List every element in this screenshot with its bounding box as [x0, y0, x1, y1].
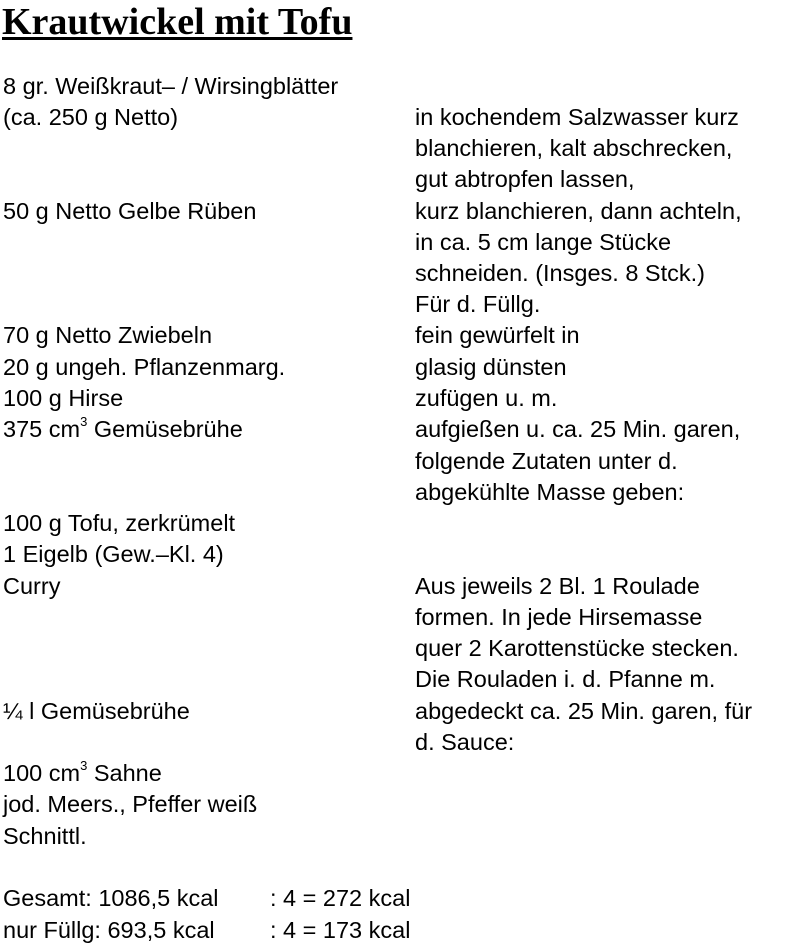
- calorie-filling-per-portion: : 4 = 173 kcal: [270, 917, 411, 943]
- instruction: d. Sauce:: [415, 729, 515, 755]
- ingredient: 100 g Tofu, zerkrümelt: [3, 510, 236, 536]
- recipe-title: Krautwickel mit Tofu: [2, 1, 353, 43]
- instruction: aufgießen u. ca. 25 Min. garen,: [415, 416, 741, 442]
- ingredient: jod. Meers., Pfeffer weiß: [3, 791, 258, 817]
- instruction: Aus jeweils 2 Bl. 1 Roulade: [415, 573, 700, 599]
- ingredient: 50 g Netto Gelbe Rüben: [3, 198, 257, 224]
- instruction: kurz blanchieren, dann achteln,: [415, 198, 742, 224]
- superscript: 3: [80, 758, 88, 774]
- instruction: folgende Zutaten unter d.: [415, 448, 678, 474]
- instruction: Für d. Füllg.: [415, 291, 541, 317]
- recipe-line: [0, 102, 800, 133]
- ingredient: 100 g Hirse: [3, 385, 124, 411]
- ingredient: [3, 414, 243, 445]
- instruction: abgekühlte Masse geben:: [415, 479, 685, 505]
- calorie-total: Gesamt: 1086,5 kcal: [3, 885, 219, 911]
- calorie-filling-total: nur Füllg: 693,5 kcal: [3, 917, 215, 943]
- recipe-line: [0, 758, 800, 789]
- ingredient: Schnittl.: [3, 823, 87, 849]
- recipe-line: [0, 602, 800, 633]
- recipe-line: [0, 289, 800, 320]
- instruction: in ca. 5 cm lange Stücke: [415, 229, 672, 255]
- recipe-line: [0, 571, 800, 602]
- recipe-line: [0, 383, 800, 414]
- superscript: 3: [80, 414, 88, 430]
- ingredient-text: 100 cm: [3, 760, 81, 786]
- recipe-line: [0, 508, 800, 539]
- ingredient: ¼ l Gemüsebrühe: [3, 698, 190, 724]
- recipe-line: [0, 196, 800, 227]
- instruction: formen. In jede Hirsemasse: [415, 604, 703, 630]
- ingredient: 70 g Netto Zwiebeln: [3, 322, 213, 348]
- ingredient-text: 375 cm: [3, 416, 81, 442]
- recipe-line: [0, 727, 800, 758]
- ingredient: 1 Eigelb (Gew.–Kl. 4): [3, 541, 224, 567]
- instruction: gut abtropfen lassen,: [415, 166, 635, 192]
- ingredient: Curry: [3, 573, 61, 599]
- instruction: glasig dünsten: [415, 354, 567, 380]
- recipe-line: [0, 446, 800, 477]
- ingredient-text: Sahne: [87, 760, 162, 786]
- calorie-total-line: [0, 883, 800, 914]
- instruction: in kochendem Salzwasser kurz: [415, 104, 739, 130]
- ingredient: (ca. 250 g Netto): [3, 104, 179, 130]
- instruction: abgedeckt ca. 25 Min. garen, für: [415, 698, 753, 724]
- ingredient: 8 gr. Weißkraut– / Wirsingblätter: [3, 73, 339, 99]
- ingredient: 20 g ungeh. Pflanzenmarg.: [3, 354, 286, 380]
- instruction: Die Rouladen i. d. Pfanne m.: [415, 666, 716, 692]
- recipe-line: [0, 414, 800, 445]
- recipe-line: [0, 258, 800, 289]
- recipe-line: [0, 633, 800, 664]
- calorie-filling-line: [0, 915, 800, 946]
- recipe-line: [0, 821, 800, 852]
- recipe-line: [0, 664, 800, 695]
- instruction: quer 2 Karottenstücke stecken.: [415, 635, 739, 661]
- ingredient: [3, 758, 162, 789]
- instruction: blanchieren, kalt abschrecken,: [415, 135, 733, 161]
- recipe-line: [0, 133, 800, 164]
- recipe-line: [0, 227, 800, 258]
- ingredient-text: Gemüsebrühe: [87, 416, 243, 442]
- instruction: zufügen u. m.: [415, 385, 558, 411]
- recipe-line: [0, 352, 800, 383]
- recipe-line: [0, 477, 800, 508]
- recipe-line: [0, 696, 800, 727]
- recipe-line: [0, 164, 800, 195]
- recipe-line: [0, 71, 800, 102]
- instruction: fein gewürfelt in: [415, 322, 580, 348]
- calorie-per-portion: : 4 = 272 kcal: [270, 885, 411, 911]
- recipe-line: [0, 320, 800, 351]
- instruction: schneiden. (Insges. 8 Stck.): [415, 260, 705, 286]
- recipe-line: [0, 789, 800, 820]
- recipe-line: [0, 539, 800, 570]
